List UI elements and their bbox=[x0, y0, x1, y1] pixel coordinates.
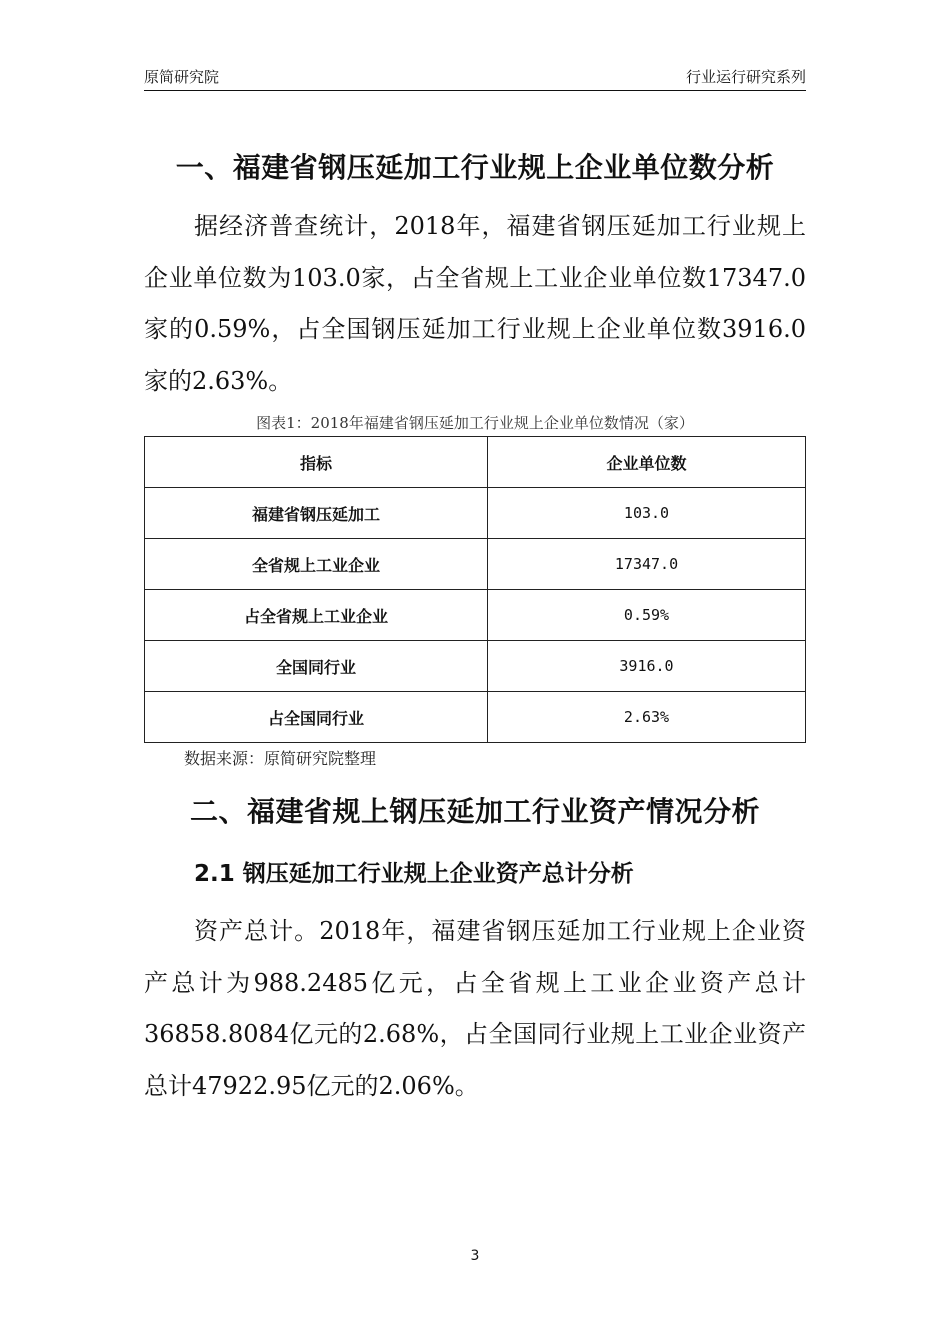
row-label: 全国同行业 bbox=[145, 641, 488, 692]
page-header-right: 行业运行研究系列 bbox=[685, 68, 806, 86]
table-source: 数据来源：原简研究院整理 bbox=[184, 749, 377, 768]
row-label: 占全省规上工业企业 bbox=[145, 590, 488, 641]
row-label: 全省规上工业企业 bbox=[145, 539, 488, 590]
table-row bbox=[145, 641, 806, 692]
table-row bbox=[145, 539, 806, 590]
table-header-row bbox=[145, 437, 806, 488]
table-row bbox=[145, 692, 806, 743]
row-value: 0.59% bbox=[488, 590, 806, 641]
page-number: 3 bbox=[470, 1248, 480, 1264]
column-header-indicator: 指标 bbox=[145, 437, 488, 488]
table-row bbox=[145, 590, 806, 641]
row-label: 占全国同行业 bbox=[145, 692, 488, 743]
row-value: 2.63% bbox=[488, 692, 806, 743]
row-label: 福建省钢压延加工 bbox=[145, 488, 488, 539]
section2-subheading: 2.1 钢压延加工行业规上企业资产总计分析 bbox=[194, 861, 634, 887]
header-divider bbox=[144, 90, 806, 91]
page-header-left: 原简研究院 bbox=[144, 68, 220, 86]
row-value: 17347.0 bbox=[488, 539, 806, 590]
row-value: 103.0 bbox=[488, 488, 806, 539]
data-table bbox=[144, 436, 806, 743]
column-header-count: 企业单位数 bbox=[488, 437, 806, 488]
row-value: 3916.0 bbox=[488, 641, 806, 692]
section2-heading: 二、福建省规上钢压延加工行业资产情况分析 bbox=[189, 795, 760, 828]
table-caption: 图表1：2018年福建省钢压延加工行业规上企业单位数情况（家） bbox=[256, 414, 694, 432]
section1-heading: 一、福建省钢压延加工行业规上企业单位数分析 bbox=[175, 151, 775, 184]
table-row bbox=[145, 488, 806, 539]
section1-paragraph: 据经济普查统计，2018年，福建省钢压延加工行业规上企业单位数为103.0家，占全省规上工业企业单位数17347.0家的0.59%，占全国钢压延加工行业规上企业单位数3916.0家的2.63%。 bbox=[144, 212, 806, 395]
section2-paragraph: 资产总计。2018年，福建省钢压延加工行业规上企业资产总计为988.2485亿元，占全省规上工业企业资产总计36858.8084亿元的2.68%，占全国同行业规上工业企业资产总计47922.95亿元的2.06%。 bbox=[144, 917, 806, 1100]
